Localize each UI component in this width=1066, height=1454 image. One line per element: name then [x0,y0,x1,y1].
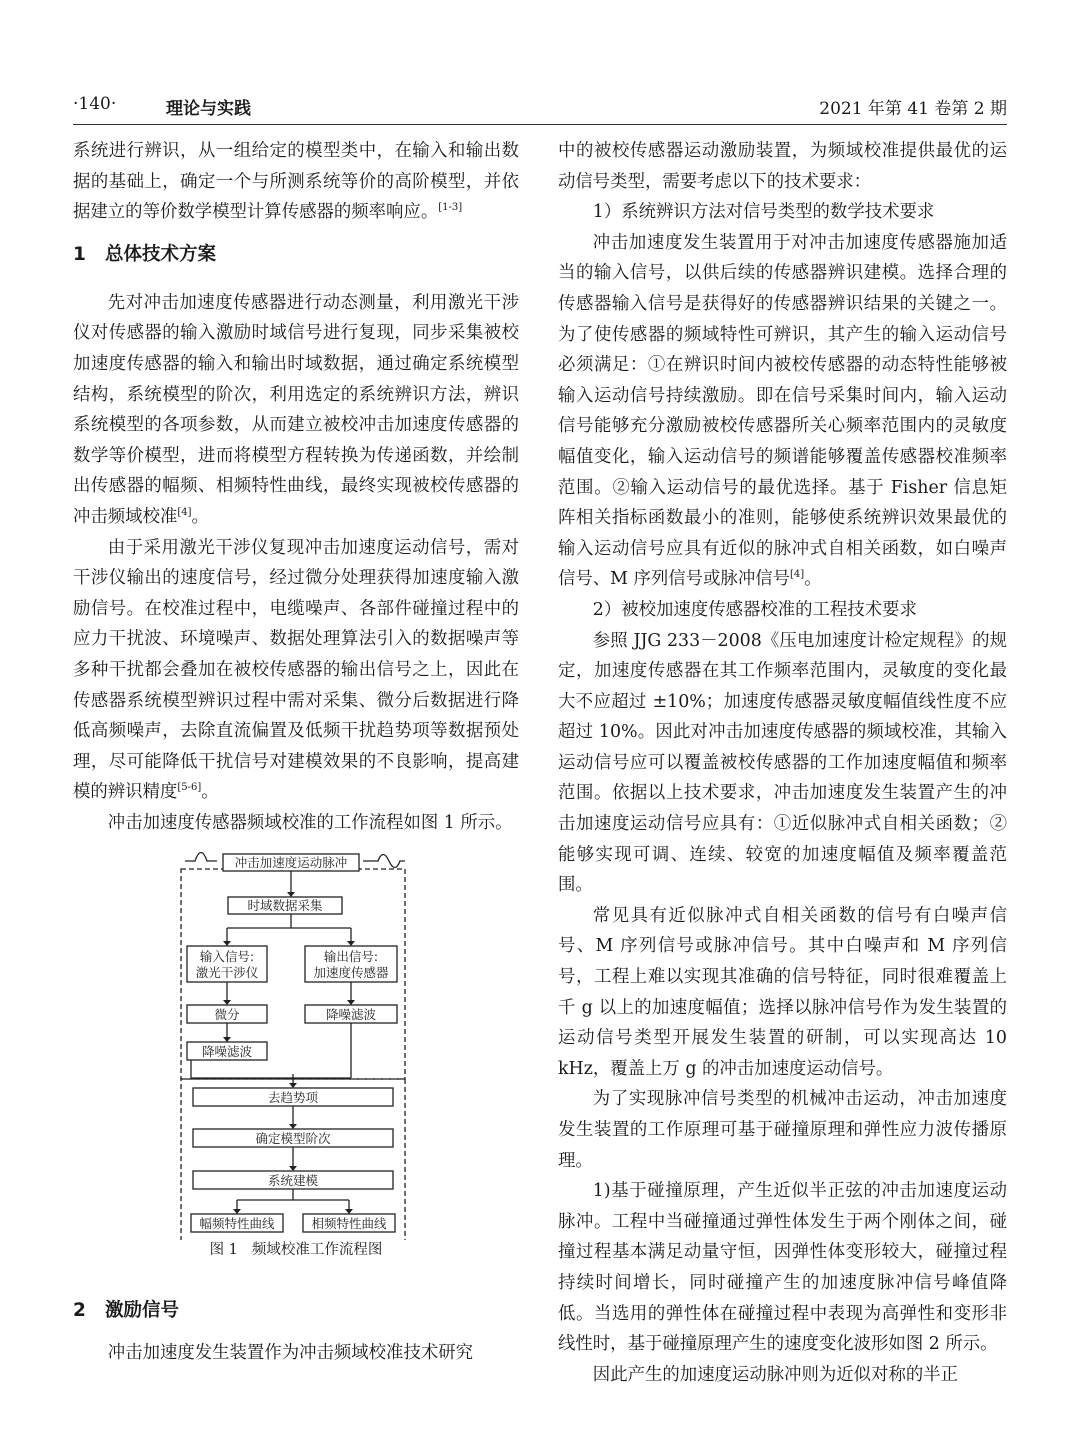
label-shock-pulse: 冲击加速度运动脉冲 [234,855,348,871]
issue-label: 2021 年第 41 卷第 2 期 [819,99,1007,119]
figure-number: 图 1 [209,1242,238,1259]
running-header [73,92,1007,120]
paragraph: 冲击加速度发生装置作为冲击频域校准技术研究 [107,1343,474,1364]
journal-section-title: 理论与实践 [166,99,251,119]
paragraph: 因此产生的加速度运动脉冲则为近似对称的半正 [592,1364,959,1385]
paragraph-end: 。 [191,506,209,527]
section-heading-1 [73,240,519,270]
citation: [1-3] [438,202,463,214]
paragraph-text: 系统进行辨识，从一组给定的模型类中，在输入和输出数据的基础上，确定一个与所测系统等价的高阶模型，并依据建立的等价数学模型计算传感器的频率响应。 [73,141,519,223]
subheading: 1）系统辨识方法对信号类型的数学技术要求 [592,202,935,223]
left-column [73,136,519,1369]
label-input-device: 激光干涉仪 [195,965,259,981]
label-denoise-right: 降噪滤波 [325,1007,377,1023]
paragraph: 中的被校传感器运动激励装置，为频域校准提供最优的运动信号类型，需要考虑以下的技术要求： [558,141,1007,192]
figure-flowchart [73,852,519,1240]
citation: [4] [177,506,192,518]
paragraph: 为了实现脉冲信号类型的机械冲击运动，冲击加速度发生装置的工作原理可基于碰撞原理和弹性应力波传播原理。 [558,1089,1007,1171]
waveform-icon [363,855,405,868]
citation: [5-6] [177,782,202,794]
label-denoise-left: 降噪滤波 [201,1044,253,1060]
label-output-signal: 输出信号: [323,949,379,965]
citation: [4] [790,569,805,581]
paragraph: 1)基于碰撞原理，产生近似半正弦的冲击加速度运动脉冲。工程中当碰撞通过弹性体发生于两个刚体之间，碰撞过程基本满足动量守恒，因弹性体变形较大，碰撞过程持续时间增长，同时碰撞产生的加速度脉冲信号峰值降低。当选用的弹性体在碰撞过程中表现为高弹性和变形非线性时，基于碰撞原理产生的速度变化波形如图 2 所示。 [558,1181,1007,1355]
label-output-device: 加速度传感器 [313,965,389,981]
figure-caption-text: 频域校准工作流程图 [251,1242,383,1259]
label-differential: 微分 [214,1007,240,1023]
paragraph: 常见具有近似脉冲式自相关函数的信号有白噪声信号、M 序列信号或脉冲信号。其中白噪声和 M 序列信号，工程上难以实现其准确的信号特征，同时很难覆盖上千 g 以上的加速度幅值；选择以脉冲信号作为发生装置的运动信号类型开展发生装置的研制，可以实现高达 10 kHz，覆盖上万 g 的冲击加速度运动信号。 [558,905,1007,1079]
section-number: 1 [73,243,86,265]
paragraph-text: 冲击加速度发生装置用于对冲击加速度传感器施加适当的输入信号，以供后续的传感器辨识建模。选择合理的传感器输入信号是获得好的传感器辨识结果的关键之一。为了使传感器的频域特性可辨识，其产生的输入运动信号必须满足：①在辨识时间内被校传感器的动态特性能够被输入运动信号持续激励。即在信号采集时间内，输入运动信号能够充分激励被校传感器所关心频率范围内的灵敏度幅值变化，输入运动信号的频谱能够覆盖传感器校准频率范围。②输入运动信号的最优选择。基于 Fisher 信息矩阵相关指标函数最小的准则，能够使系统辨识效果最优的输入运动信号应具有近似的脉冲式自相关函数，如白噪声信号、M 序列信号或脉冲信号 [558,232,1007,590]
flowchart-svg [73,852,519,1240]
paragraph [73,533,519,808]
paragraph: 冲击加速度传感器频域校准的工作流程如图 1 所示。 [107,812,513,833]
label-amplitude-curve: 幅频特性曲线 [199,1216,275,1232]
section-title: 总体技术方案 [105,243,217,265]
paragraph-end: 。 [804,569,822,590]
label-detrend: 去趋势项 [267,1090,319,1106]
paragraph-end: 。 [201,782,219,803]
flow-arrows [191,871,351,1211]
subheading: 2）被校加速度传感器校准的工程技术要求 [592,599,917,620]
paragraph [558,228,1007,595]
paragraph: 参照 JJG 233－2008《压电加速度计检定规程》的规定，加速度传感器在其工作频率范围内，灵敏度的变化最大不应超过 ±10%；加速度传感器灵敏度幅值线性度不应超过 10%。因此对冲击加速度传感器的频域校准，其输入运动信号应可以覆盖被校传感器的工作加速度幅值和频率范围。依据以上技术要求，冲击加速度发生装置产生的冲击加速度运动信号应具有：①近似脉冲式自相关函数；②能够实现可调、连续、较宽的加速度幅值及频率覆盖范围。 [558,630,1007,896]
right-column [558,136,1007,1390]
figure-caption [73,1240,519,1260]
paragraph-text: 先对冲击加速度传感器进行动态测量，利用激光干涉仪对传感器的输入激励时域信号进行复现，同步采集被校加速度传感器的输入和输出时域数据，通过确定系统模型结构，系统模型的阶次，利用选定的系统辨识方法，辨识系统模型的各项参数，从而建立被校冲击加速度传感器的数学等价模型，进而将模型方程转换为传递函数，并绘制出传感器的幅频、相频特性曲线，最终实现被校传感器的冲击频域校准 [73,292,519,527]
label-phase-curve: 相频特性曲线 [311,1216,387,1232]
pulse-waveform-icon [185,853,217,862]
label-system-modeling: 系统建模 [267,1173,319,1189]
section-number: 2 [73,1300,86,1322]
label-model-order: 确定模型阶次 [255,1131,331,1147]
paragraph [73,288,519,533]
paragraph [73,136,519,228]
header-rule [73,124,1007,125]
label-data-acquisition: 时域数据采集 [247,898,323,914]
paragraph-text: 由于采用激光干涉仪复现冲击加速度运动信号，需对干涉仪输出的速度信号，经过微分处理获得加速度输入激励信号。在校准过程中，电缆噪声、各部件碰撞过程中的应力干扰波、环境噪声、数据处理算法引入的数据噪声等多种干扰都会叠加在被校传感器的输出信号之上，因此在传感器系统模型辨识过程中需对采集、微分后数据进行降低高频噪声，去除直流偏置及低频干扰趋势项等数据预处理，尽可能降低干扰信号对建模效果的不良影响，提高建模的辨识精度 [73,537,519,803]
section-heading-2 [73,1296,519,1326]
page-number: ·140· [73,94,117,114]
section-title: 激励信号 [105,1300,180,1322]
label-input-signal: 输入信号: [199,949,255,965]
